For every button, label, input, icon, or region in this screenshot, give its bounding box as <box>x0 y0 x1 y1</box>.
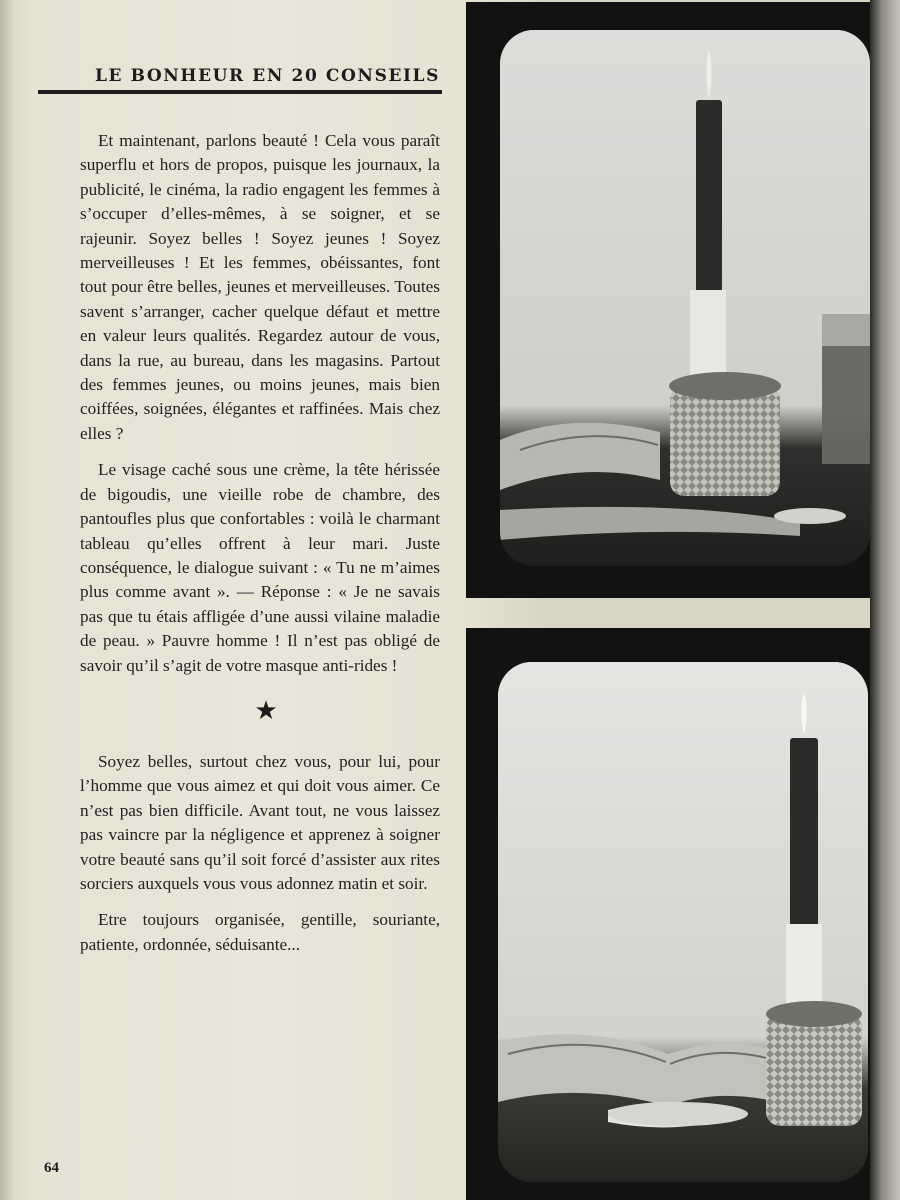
page-edge <box>0 0 14 1200</box>
photo-candle-top <box>466 2 886 598</box>
article-body <box>80 129 440 969</box>
paragraph-2: Le visage caché sous une crème, la tête hérissée de bigoudis, une vieille robe de chambre, des pantoufles plus que confortables : voilà le charmant tableau qu’elles offrent à leur mari. Juste conséquence, le dialogue suivant : « Tu ne m’aimes plus comme avant ». — Réponse : « Je ne savais pas que tu étais affligée d’une aussi vilaine maladie de peau. » Pauvre homme ! Il n’est pas obligé de savoir qu’il s’agit de votre masque anti-rides ! <box>80 460 440 675</box>
candle-photo-icon <box>498 662 868 1182</box>
page-number: 64 <box>44 1160 59 1176</box>
next-page-edge <box>870 0 900 1200</box>
paragraph-4: Etre toujours organisée, gentille, souriante, patiente, ordonnée, séduisante... <box>80 910 440 954</box>
star-separator-icon: ★ <box>254 695 278 725</box>
photo-candle-bottom <box>466 628 886 1200</box>
candle-photo-icon <box>500 30 870 566</box>
paragraph-1: Et maintenant, parlons beauté ! Cela vous paraît superflu et hors de propos, puisque les journaux, la publicité, le cinéma, la radio engagent les femmes à s’occuper d’elles-mêmes, à se soigner, et se rajeunir. Soyez belles ! Soyez jeunes ! Soyez merveilleuses ! Et les femmes, obéissantes, font tout pour être belles, jeunes et merveilleuses. Toutes savent s’arranger, cacher quelque défaut et mettre en valeur leurs qualités. Regardez autour de vous, dans la rue, au bureau, dans les magasins. Partout des femmes jeunes, ou moins jeunes, mais bien coiffées, soignées, élégantes et raffinées. Mais chez elles ? <box>80 131 440 443</box>
paragraph-3: Soyez belles, surtout chez vous, pour lui, pour l’homme que vous aimez et qui doit vous aimer. Ce n’est pas bien difficile. Avant tout, ne vous laissez pas vaincre par la négligence et apprenez à soigner votre beauté sans qu’il soit forcé d’assister aux rites sorciers auxquels vous vous adonnez matin et soir. <box>80 751 440 893</box>
section-header <box>38 66 442 94</box>
section-title: LE BONHEUR EN 20 CONSEILS <box>94 66 440 86</box>
